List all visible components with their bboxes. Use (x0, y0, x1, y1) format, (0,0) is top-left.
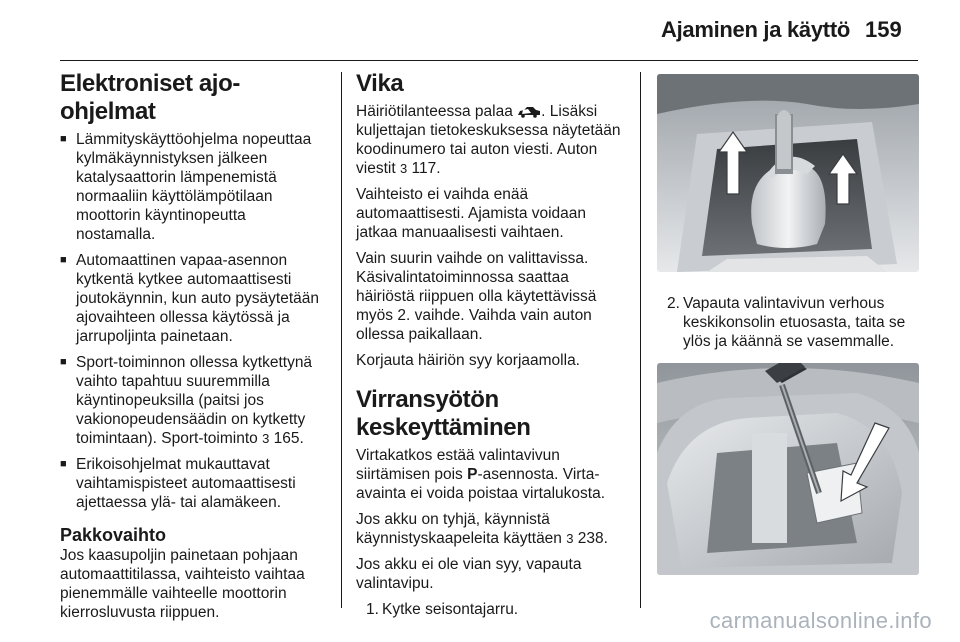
watermark: carmanualsonline.info (709, 608, 932, 633)
page-ref-number[interactable]: 165. (273, 430, 304, 447)
page-ref-icon[interactable]: 3 (566, 531, 574, 546)
page-ref-number[interactable]: 238. (577, 530, 608, 547)
page-ref-icon[interactable]: 3 (399, 161, 408, 176)
list-item: ■ Lämmityskäyttöohjelma nopeuttaa kylmäkäynnistyksen jälkeen katalysaattorin lämpenemistä normaaliin käyttölämpötilaan moottorin käyntinopeutta nostamalla. (60, 130, 328, 244)
release-steps-continued (657, 294, 919, 351)
gear-selector-drawing (657, 74, 919, 272)
page-number: 159 (865, 17, 902, 42)
list-item: ■ Sport-toiminnon ollessa kytkettynä vaihto tapahtuu suuremmilla käyntinopeuksilla (paitsi jos vakionopeudensäädin on kytketty toimintaan). Sport-toiminto 3 165. (60, 353, 328, 448)
gear-selector-illustration (657, 74, 919, 272)
section-title-electronic-programs: Elektroniset ajo-ohjelmat (60, 70, 240, 125)
power-paragraph-1: Virtakatkos estää valintavivun siirtämisen pois P-asennosta. Virta-avainta ei voida poistaa virtalukosta. (356, 447, 606, 502)
column-3 (657, 70, 919, 575)
column-divider-1 (341, 72, 342, 608)
power-paragraph-2: Jos akku on tyhjä, käynnistä käynnistyskaapeleita käyttäen 3 238. (356, 511, 608, 547)
kickdown-text: Jos kaasupoljin painetaan pohjaan automaattitilassa, vaihteisto vaihtaa pienemmälle vaihteelle moottorin kierrosluvusta riippuen. (60, 547, 305, 621)
header-rule (60, 60, 918, 61)
program-list (60, 130, 328, 512)
fault-paragraph-1: Häiriötilanteessa palaa . Lisäksi kuljettajan tietokeskuksessa näytetään koodinumero tai auton viesti. Auton viestit 3 117. (356, 103, 621, 177)
fault-paragraph-3: Vain suurin vaihde on valittavissa. Käsivalintatoiminnossa saattaa häiriöstä riippuen olla käytettävissä myös 2. vaihde. Vaihda vain auton ollessa paikallaan. (356, 250, 597, 343)
park-position-label: P (467, 466, 478, 483)
list-item: ■ Automaattinen vapaa-asennon kytkentä kytkee automaattisesti joutokäynnin, kun auto pysäytetään ajovaihteen ollessa käytössä ja jarrupoljinta painetaan. (60, 251, 328, 346)
fault-paragraph-4: Korjauta häiriön syy korjaamolla. (356, 352, 580, 369)
running-header: Ajaminen ja käyttö (661, 17, 850, 42)
page-ref-number[interactable]: 117. (411, 160, 441, 177)
column-divider-2 (640, 72, 641, 608)
column-2 (356, 70, 626, 619)
list-item: 1. Kytke seisontajarru. (366, 601, 519, 618)
screwdriver-release-illustration (657, 363, 919, 575)
power-paragraph-3: Jos akku ei ole vian syy, vapauta valintavipu. (356, 556, 582, 592)
list-item: ■ Erikoisohjelmat mukauttavat vaihtamispisteet automaattisesti ajettaessa ylä- tai alamäkeen. (60, 455, 328, 512)
section-title-fault: Vika (356, 70, 404, 97)
subsection-title-kickdown: Pakkovaihto (60, 525, 167, 545)
list-item: 2. Vapauta valintavivun verhous keskikonsolin etuosasta, taita se ylös ja käännä se vasemmalle. (667, 295, 906, 350)
screwdriver-release-drawing (657, 363, 919, 575)
column-1 (60, 70, 328, 629)
step-number: 1. (366, 601, 379, 618)
fault-paragraph-2: Vaihteisto ei vaihda enää automaattisesti. Ajamista voidaan jatkaa manuaalisesti vaihtaen. (356, 186, 587, 241)
section-title-power-interruption: Virransyötön keskeyttäminen (356, 386, 531, 441)
page-ref-icon[interactable]: 3 (262, 431, 270, 446)
car-warning-icon (517, 106, 541, 118)
step-number: 2. (667, 295, 680, 312)
release-steps (356, 600, 626, 619)
